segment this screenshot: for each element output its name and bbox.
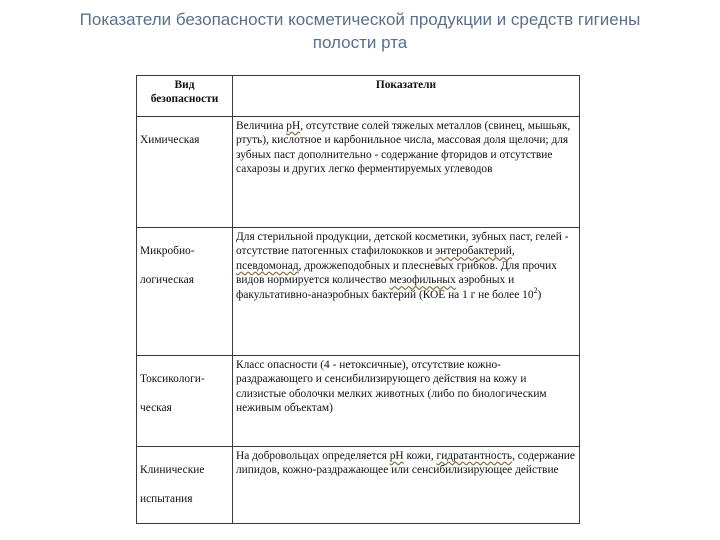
safety-type-label-line-1: Микробио-: [140, 245, 195, 258]
text-fragment: ,: [511, 245, 515, 258]
exponent: 2: [533, 285, 538, 295]
safety-type-label-line-2: испытания: [140, 493, 193, 506]
header-safety-type: [137, 76, 233, 117]
slide-title-line-2: полости рта: [312, 33, 408, 52]
spellcheck-term: гидратантность: [436, 450, 513, 462]
text-fragment: аэробных и факультативно-анаэробных бактерий (КОЕ на 1 г не более 10: [236, 274, 534, 301]
ph-term: рН: [286, 120, 301, 132]
table-row-chemical: [137, 117, 580, 228]
table-row-toxicological: [137, 356, 580, 447]
indicators-text: [236, 230, 576, 302]
safety-type-label-line-2: логическая: [140, 274, 194, 287]
table-header-row: [137, 76, 580, 117]
indicators-cell: [233, 356, 580, 447]
safety-type-cell: [137, 228, 233, 356]
slide-title-line-1: Показатели безопасности косметической продукции и средств гигиены: [79, 10, 641, 29]
indicators-text: [236, 119, 576, 177]
text-fragment: , содержание липидов, кожно-раздражающее или сенсибилизирующее действие: [236, 450, 575, 477]
header-safety-type-line-2: безопасности: [150, 93, 219, 106]
safety-type-label-line-2: ческая: [140, 402, 172, 415]
indicators-cell: [233, 117, 580, 228]
text-fragment: На добровольцах определяется: [236, 450, 390, 462]
spellcheck-term: мезофильных: [389, 274, 456, 287]
safety-indicators-table: [136, 75, 580, 524]
header-safety-type-line-1: Вид: [174, 79, 195, 91]
text-fragment: Величина: [236, 120, 287, 132]
indicators-text: Класс опасности (4 - нетоксичные), отсутствие кожно-раздражающего и сенсибилизирующего действия на кожу и слизистые оболочки мелких животных (либо по биологическим неживым объектам): [236, 359, 547, 415]
text-fragment: Для стерильной продукции, детской косметики, зубных паст, гелей - отсутствие патогенных стафилококков и: [236, 231, 569, 258]
header-indicators: Показатели: [233, 76, 580, 117]
text-fragment: , дрожжеподобных и плесневых грибков. Для прочих видов нормируется количество: [236, 259, 557, 287]
indicators-text: [236, 449, 576, 478]
table-row-clinical: [137, 447, 580, 524]
text-fragment: ): [537, 288, 542, 301]
spellcheck-term: энтеробактерий: [435, 245, 512, 258]
text-fragment: кожи,: [403, 450, 437, 462]
table-row-microbiological: [137, 228, 580, 356]
safety-type-label-line-1: Клинические: [140, 464, 205, 477]
safety-type-cell: [137, 356, 233, 447]
safety-type-cell: [137, 117, 233, 228]
safety-type-label: Химическая: [140, 134, 200, 147]
safety-type-cell: [137, 447, 233, 524]
safety-type-label-line-1: Токсикологи-: [140, 373, 205, 386]
slide-title: [20, 8, 700, 54]
ph-term: рН: [389, 450, 404, 462]
text-fragment: , отсутствие солей тяжелых металлов (свинец, мышьяк, ртуть), кислотное и карбонильное числа, массовая доля щелочи; для зубных паст дополнительно - содержание фторидов и отсутствие сахарозы и других легко ферментируемых углеводов: [236, 120, 571, 176]
indicators-cell: [233, 228, 580, 356]
indicators-cell: [233, 447, 580, 524]
spellcheck-term: псевдомонад: [236, 259, 299, 272]
